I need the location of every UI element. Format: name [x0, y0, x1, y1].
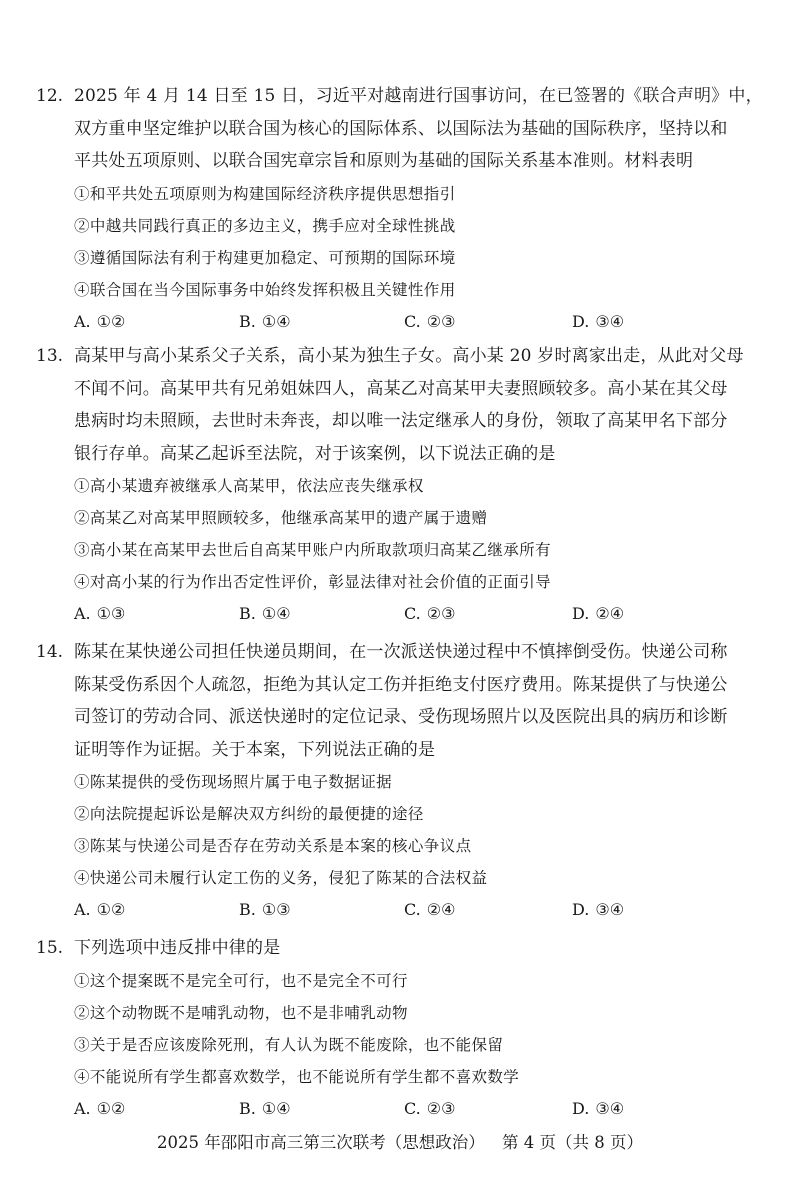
statement-option: ①这个提案既不是完全可行，也不是完全不可行 — [74, 971, 408, 990]
statement-option: ①和平共处五项原则为构建国际经济秩序提供思想指引 — [74, 184, 456, 203]
exam-title: 2025 年邵阳市高三第三次联考（思想政治） — [157, 1133, 485, 1152]
statement-option: ①高小某遗弃被继承人高某甲，依法应丧失继承权 — [74, 477, 424, 495]
question-stem-line: 银行存单。高某乙起诉至法院，对于该案例，以下说法正确的是 — [74, 443, 556, 464]
question-stem-line: 2025 年 4 月 14 日至 15 日，习近平对越南进行国事访问，在已签署的《联合声明》中， — [74, 86, 763, 106]
statement-option: ④对高小某的行为作出否定性评价，彰显法律对社会价值的正面引导 — [74, 573, 552, 591]
answer-choice-d: D. ③④ — [572, 1098, 625, 1118]
statement-option: ③高小某在高某甲去世后自高某甲账户内所取款项归高某乙继承所有 — [74, 541, 552, 559]
page-footer — [0, 1128, 800, 1158]
question-stem-line: 下列选项中违反排中律的是 — [74, 938, 281, 958]
question-14 — [36, 636, 776, 926]
statement-option: ④快递公司未履行认定工伤的义务，侵犯了陈某的合法权益 — [74, 869, 488, 887]
answer-choice-c: C. ②③ — [404, 1098, 456, 1118]
answer-choices — [74, 306, 776, 338]
answer-choice-c: C. ②④ — [404, 900, 456, 919]
question-number: 14. — [36, 642, 64, 662]
statement-option: ④不能说所有学生都喜欢数学，也不能说所有学生都不喜欢数学 — [74, 1067, 520, 1086]
answer-choice-c: C. ②③ — [404, 311, 456, 331]
question-stem-line: 司签订的劳动合同、派送快递时的定位记录、受伤现场照片以及医院出具的病历和诊断 — [74, 707, 728, 727]
answer-choice-d: D. ③④ — [572, 311, 625, 331]
question-stem-line: 患病时均未照顾，去世时未奔丧，却以唯一法定继承人的身份，领取了高某甲名下部分 — [74, 411, 728, 431]
statement-option: ②这个动物既不是哺乳动物，也不是非哺乳动物 — [74, 1003, 408, 1022]
page-number: 第 4 页（共 8 页） — [502, 1133, 643, 1152]
answer-choice-b: B. ①④ — [239, 311, 291, 331]
answer-choice-d: D. ③④ — [572, 900, 625, 919]
question-12 — [36, 80, 776, 338]
question-stem-line: 陈某在某快递公司担任快递员期间，在一次派送快递过程中不慎摔倒受伤。快递公司称 — [74, 642, 728, 662]
answer-choice-b: B. ①④ — [239, 1098, 291, 1118]
answer-choice-a: A. ①② — [74, 900, 126, 919]
answer-choice-a: A. ①② — [74, 1098, 126, 1118]
answer-choice-b: B. ①③ — [239, 900, 291, 919]
question-13 — [36, 340, 776, 630]
statement-option: ②高某乙对高某甲照顾较多，他继承高某甲的遗产属于遗赠 — [74, 509, 488, 527]
statement-option: ③陈某与快递公司是否存在劳动关系是本案的核心争议点 — [74, 837, 472, 855]
answer-choices — [74, 1093, 776, 1125]
question-number: 13. — [36, 346, 64, 366]
question-stem-line: 证明等作为证据。关于本案，下列说法正确的是 — [74, 739, 436, 760]
statement-option: ②中越共同践行真正的多边主义，携手应对全球性挑战 — [74, 216, 456, 235]
question-stem-line: 双方重申坚定维护以联合国为核心的国际体系、以国际法为基础的国际秩序，坚持以和 — [74, 118, 728, 139]
answer-choice-d: D. ②④ — [572, 604, 625, 623]
question-15 — [36, 932, 776, 1125]
statement-option: ③关于是否应该废除死刑，有人认为既不能废除，也不能保留 — [74, 1035, 504, 1054]
question-number: 15. — [36, 938, 64, 958]
question-stem-line: 平共处五项原则、以联合国宪章宗旨和原则为基础的国际关系基本准则。材料表明 — [74, 151, 694, 171]
question-stem-line: 陈某受伤系因个人疏忽，拒绝为其认定工伤并拒绝支付医疗费用。陈某提供了与快递公 — [74, 674, 728, 695]
answer-choice-a: A. ①③ — [74, 604, 126, 623]
statement-option: ②向法院提起诉讼是解决双方纠纷的最便捷的途径 — [74, 805, 424, 823]
answer-choices — [74, 598, 776, 630]
answer-choice-b: B. ①④ — [239, 604, 291, 623]
question-number: 12. — [36, 86, 64, 106]
answer-choice-c: C. ②③ — [404, 604, 456, 623]
question-stem-line: 不闻不问。高某甲共有兄弟姐妹四人，高某乙对高某甲夫妻照顾较多。高小某在其父母 — [74, 378, 728, 399]
statement-option: ③遵循国际法有利于构建更加稳定、可预期的国际环境 — [74, 248, 456, 267]
statement-option: ④联合国在当今国际事务中始终发挥积极且关键性作用 — [74, 280, 456, 299]
answer-choices — [74, 894, 776, 926]
question-stem-line: 高某甲与高小某系父子关系，高小某为独生子女。高小某 20 岁时离家出走，从此对父母 — [74, 346, 744, 366]
answer-choice-a: A. ①② — [74, 311, 126, 331]
statement-option: ①陈某提供的受伤现场照片属于电子数据证据 — [74, 773, 393, 791]
